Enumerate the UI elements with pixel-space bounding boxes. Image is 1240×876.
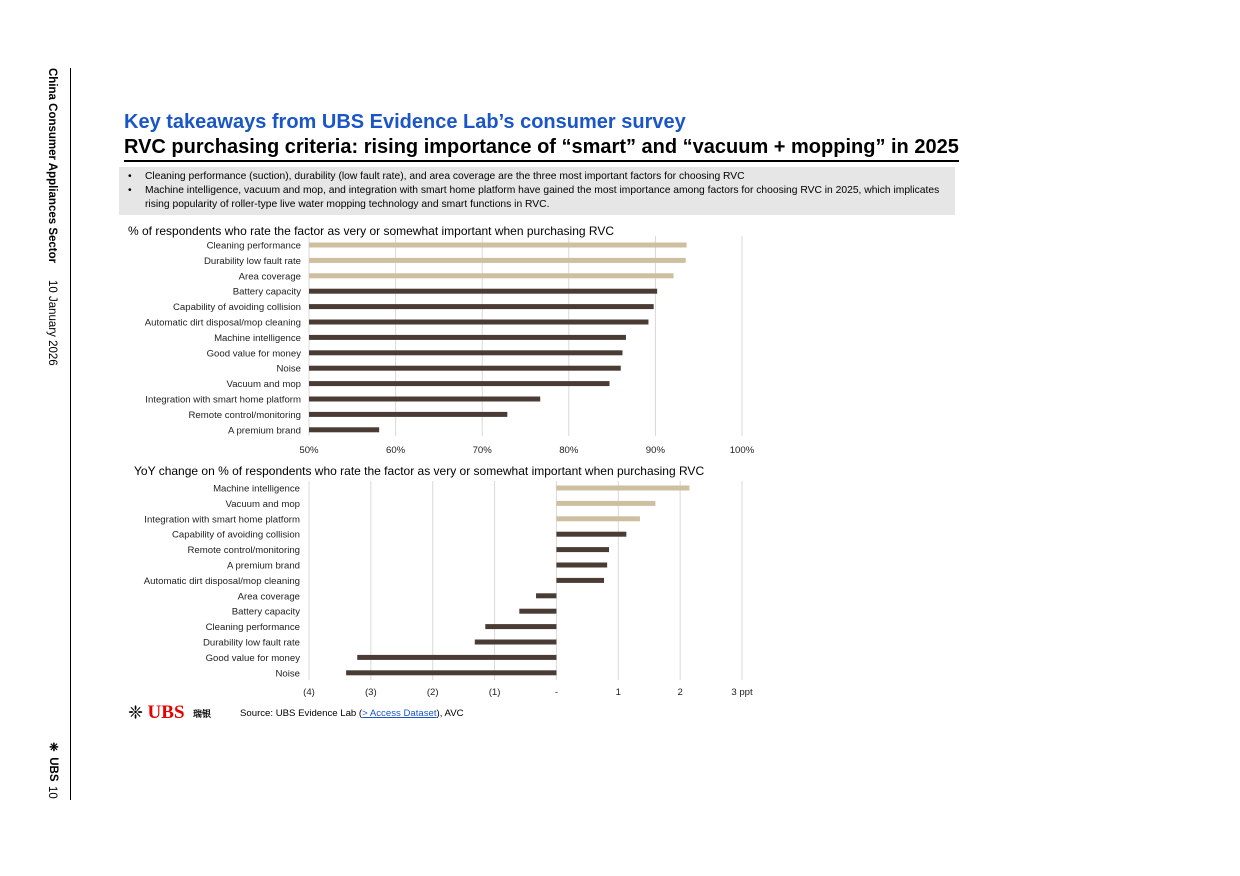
chart2-bar [556,547,609,552]
keys-icon: ❈ [47,740,59,754]
chart2-category-label: Vacuum and mop [225,498,300,510]
chart2-bar [556,532,626,537]
access-dataset-link[interactable]: > Access Dataset [362,708,437,719]
chart2-category-label: Good value for money [205,652,300,664]
chart1-tick-label: 80% [559,445,579,456]
chart2-tick-label: (2) [426,687,439,698]
chart2-tick-label: (3) [364,687,377,698]
chart2-bar [556,578,604,583]
chart1-title: % of respondents who rate the factor as very or somewhat important when purchasing RVC [128,224,615,238]
chart2-category-label: Integration with smart home platform [144,514,300,526]
chart1-tick-label: 100% [729,445,755,456]
chart2-bar [346,670,556,675]
chart2-tick-label: (1) [488,687,501,698]
chart1-tick-label: 70% [472,445,492,456]
chart2-tick-label: 3 ppt [731,687,753,698]
chart2-bar [519,609,556,614]
chart2-category-label: Area coverage [237,591,300,603]
chart1-category-label: Area coverage [238,271,301,283]
chart1-category-label: Noise [276,363,301,375]
keys-icon: ❈ [128,702,144,723]
chart2-category-label: Durability low fault rate [202,637,300,649]
chart2-bar [536,593,556,598]
chart1-category-label: A premium brand [227,425,301,437]
chart2-category-label: Battery capacity [231,606,300,618]
page-subtitle: RVC purchasing criteria: rising importance of “smart” and “vacuum + mopping” in 2025 [124,136,959,162]
page-title: Key takeaways from UBS Evidence Lab’s consumer survey [124,111,686,133]
page-number: 10 [46,786,58,799]
chart2-tick-label: 2 [677,687,683,698]
chart1-category-label: Vacuum and mop [226,379,301,391]
chart2-bar [556,563,607,568]
chart2-tick-label: 1 [615,687,621,698]
report-date: 10 January 2026 [46,280,58,366]
chart1-category-label: Remote control/monitoring [188,409,301,421]
chart1-category-label: Cleaning performance [206,240,301,252]
chart2-category-label: A premium brand [226,560,300,572]
chart2-category-label: Machine intelligence [213,483,300,495]
chart1-category-label: Battery capacity [232,286,301,298]
chart2-bar [556,501,655,506]
chart2-category-label: Noise [275,668,300,680]
ubs-rail-logo: ❈ UBS [47,740,59,782]
chart1-category-label: Capability of avoiding collision [173,302,301,314]
chart1-category-label: Good value for money [206,348,301,360]
chart2-bar [556,486,689,491]
chart2-category-label: Cleaning performance [205,622,300,634]
ubs-logo: ❈ UBS 瑞银 [128,702,211,723]
chart2-bar [475,640,557,645]
chart1-tick-label: 90% [645,445,666,456]
chart2-bar [485,624,556,629]
summary-bullet: • Machine intelligence, vacuum and mop, and integration with smart home platform have gained the most importance among factors for choosing RVC in 2025, which implicates rising popularity of roller-type live water mopping technology and smart functions in RVC. [145,184,955,212]
sector-name: China Consumer Appliances Sector [46,68,58,264]
chart2-tick-label: (4) [303,687,315,698]
chart2-category-label: Remote control/monitoring [187,545,300,557]
chart2-tick-label: - [554,687,559,698]
summary-bullet: • Cleaning performance (suction), durability (low fault rate), and area coverage are the three most important factors for choosing RVC [145,170,955,184]
chart1-category-label: Automatic dirt disposal/mop cleaning [144,317,301,329]
chart1-tick-label: 50% [299,445,319,456]
chart1-category-label: Machine intelligence [214,332,301,344]
chart2-category-label: Automatic dirt disposal/mop cleaning [143,575,300,587]
chart1-tick-label: 60% [385,445,406,456]
chart2-bar [556,516,640,521]
chart1-category-label: Integration with smart home platform [145,394,301,406]
chart1-category-label: Durability low fault rate [203,255,301,267]
source-note: Source: UBS Evidence Lab (> Access Dataset), AVC [240,708,464,719]
chart2-bar [357,655,556,660]
chart2-category-label: Capability of avoiding collision [172,529,300,541]
chart2-title: YoY change on % of respondents who rate the factor as very or somewhat important when purchasing RVC [134,464,705,478]
